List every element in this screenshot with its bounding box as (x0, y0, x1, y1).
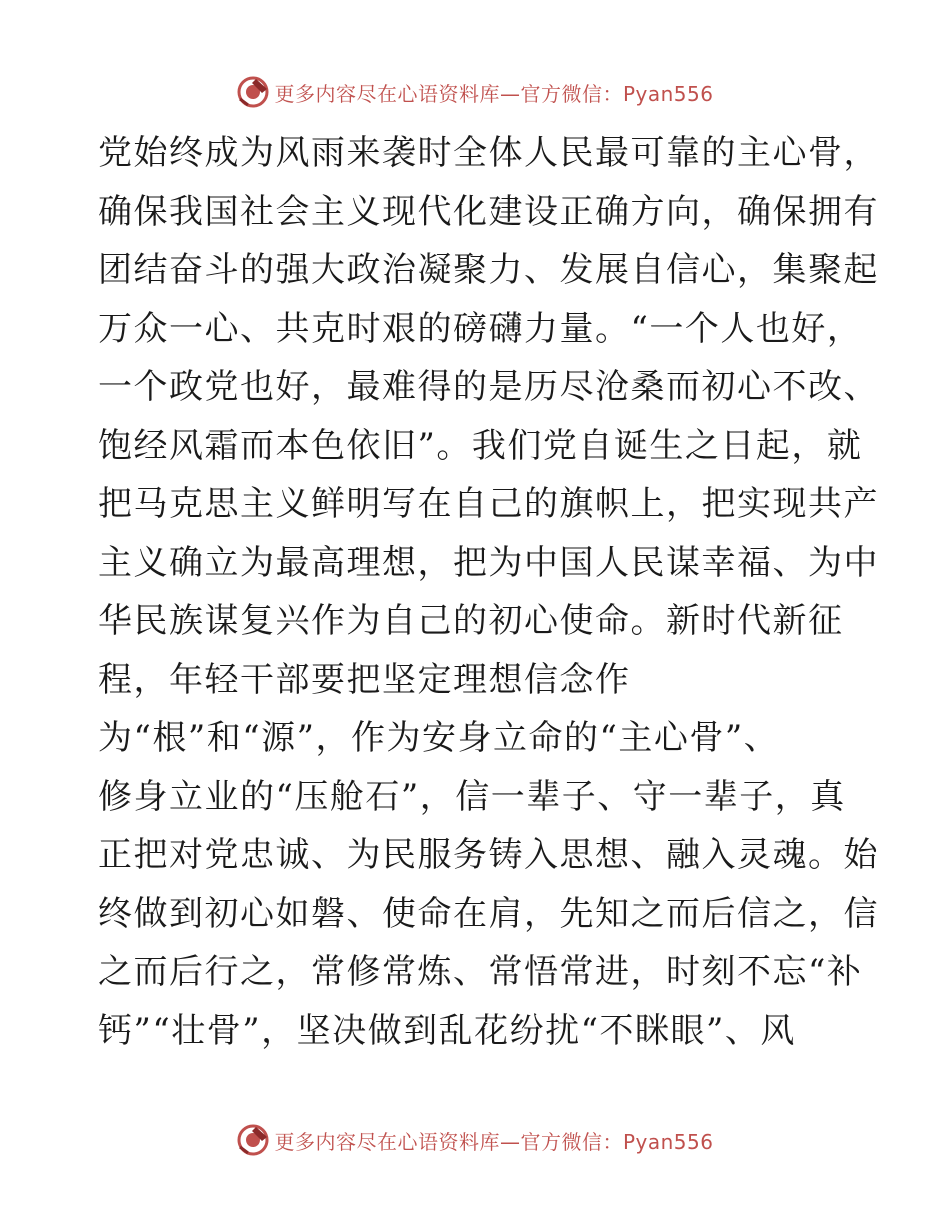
text-line: 万众一心、共克时艰的磅礴力量。“一个人也好， (98, 308, 863, 349)
text-line: 程，年轻干部要把坚定理想信念作 (98, 659, 631, 700)
text-line: 一个政党也好，最难得的是历尽沧桑而初心不改、 (98, 367, 879, 407)
logo-icon (236, 75, 270, 109)
text-line: 正把对党忠诚、为民服务铸入思想、融入灵魂。始 (98, 835, 879, 875)
text-line: 团结奋斗的强大政治凝聚力、发展自信心，集聚起 (98, 250, 879, 290)
text-line: 饱经风霜而本色依旧”。我们党自诞生之日起，就 (98, 425, 863, 466)
text-line: 钙”“壮骨”，坚决做到乱花纷扰“不眯眼”、风 (98, 1010, 796, 1051)
document-body (98, 124, 879, 1060)
header-banner-text: 更多内容尽在心语资料库—官方微信：Pyan556 (274, 81, 714, 106)
footer-banner-text: 更多内容尽在心语资料库—官方微信：Pyan556 (274, 1129, 714, 1154)
logo-icon (236, 1123, 270, 1157)
text-line: 为“根”和“源”，作为安身立命的“主心骨”、 (98, 718, 780, 758)
text-line: 修身立业的“压舱石”，信一辈子、守一辈子，真 (98, 776, 846, 817)
header-banner (0, 72, 950, 112)
text-line: 终做到初心如磐、使命在肩，先知之而后信之，信 (98, 893, 879, 934)
text-line: 华民族谋复兴作为自己的初心使命。新时代新征 (98, 601, 844, 641)
footer-banner (0, 1120, 950, 1160)
text-line: 主义确立为最高理想，把为中国人民谋幸福、为中 (98, 542, 879, 583)
text-line: 党始终成为风雨来袭时全体人民最可靠的主心骨， (98, 133, 879, 173)
text-line: 之而后行之，常修常炼、常悟常进，时刻不忘“补 (98, 952, 863, 992)
text-line: 把马克思主义鲜明写在自己的旗帜上，把实现共产 (98, 484, 879, 524)
text-line: 确保我国社会主义现代化建设正确方向，确保拥有 (98, 191, 879, 232)
